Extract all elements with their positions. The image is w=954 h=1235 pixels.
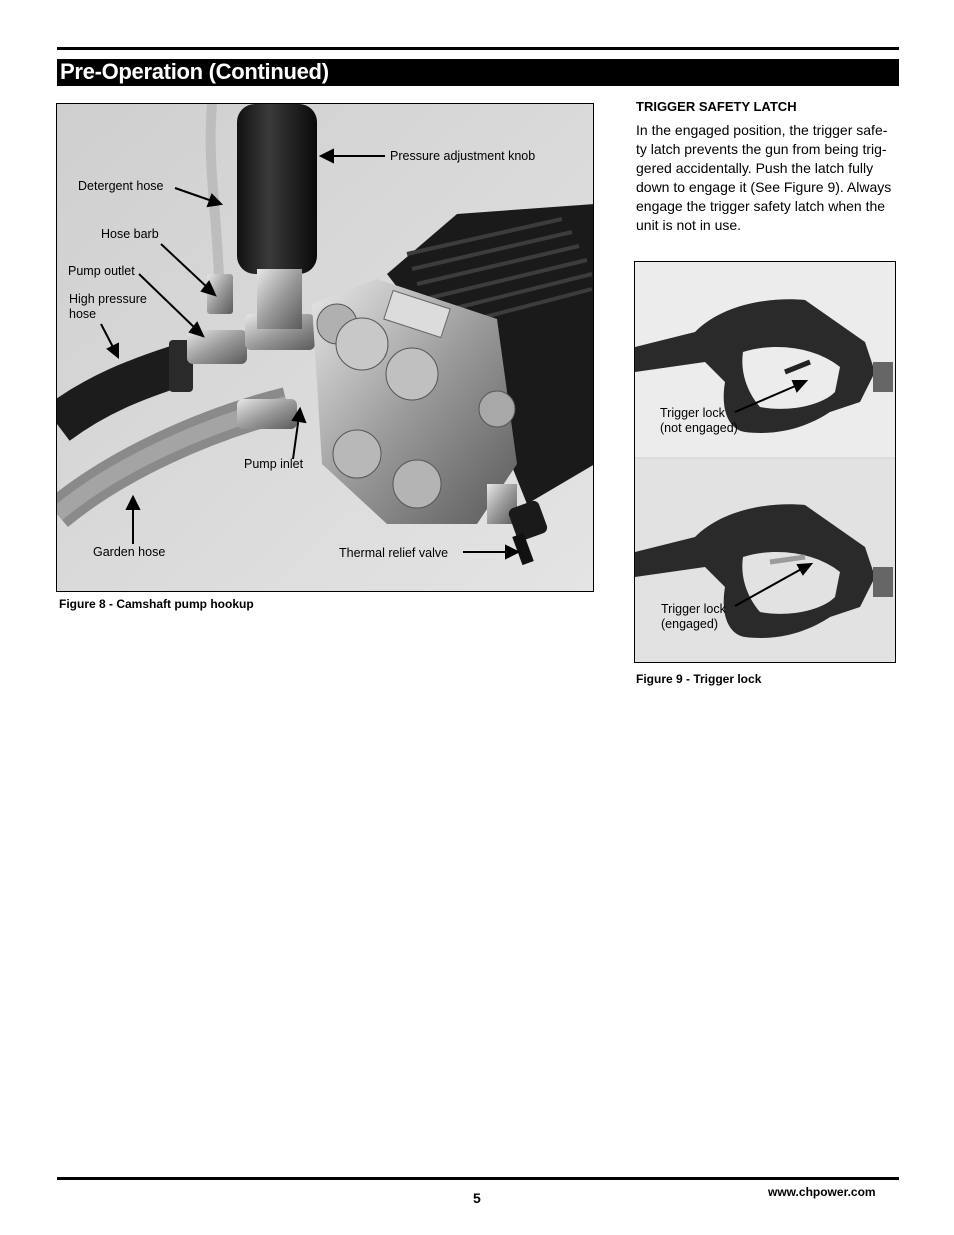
bottom-rule [57,1177,899,1180]
page-number: 5 [473,1190,481,1206]
label-trigger-lock-bottom-line2: (engaged) [661,617,718,631]
paragraph-line: down to engage it (See Figure 9). Always [636,179,892,195]
figure-8-caption: Figure 8 - Camshaft pump hookup [59,597,254,611]
top-rule [57,47,899,50]
figure-9-photo [634,261,896,663]
pump-photo-illustration [57,104,594,592]
figure-8-photo [56,103,594,592]
trigger-safety-latch-text [636,121,898,235]
label-trigger-lock-top-line2: (not engaged) [660,421,738,435]
label-garden-hose: Garden hose [93,545,166,559]
section-title: Pre-Operation (Continued) [60,59,329,84]
paragraph-line: gered accidentally. Push the latch fully [636,160,874,176]
label-trigger-lock-bottom-line1: Trigger lock [661,602,726,616]
label-pump-inlet: Pump inlet [244,457,304,471]
paragraph-line: unit is not in use. [636,217,742,233]
website-url: www.chpower.com [768,1185,876,1199]
label-trigger-lock-top-line1: Trigger lock [660,406,725,420]
figure-9-caption: Figure 9 - Trigger lock [636,672,762,686]
label-thermal-relief-valve: Thermal relief valve [339,546,449,560]
section-title-bar [57,59,899,86]
label-hose-barb: Hose barb [101,227,159,241]
paragraph-line: engage the trigger safety latch when the [636,198,886,214]
label-pressure-adjustment-knob: Pressure adjustment knob [390,149,536,163]
trigger-safety-latch-heading: TRIGGER SAFETY LATCH [636,99,797,114]
paragraph-line: ty latch prevents the gun from being trig- [636,141,887,157]
paragraph-line: In the engaged position, the trigger safe- [636,122,888,138]
label-high-pressure-hose-line1: High pressure [69,292,147,306]
label-high-pressure-hose-line2: hose [69,307,97,321]
label-detergent-hose: Detergent hose [78,179,164,193]
label-pump-outlet: Pump outlet [68,264,135,278]
